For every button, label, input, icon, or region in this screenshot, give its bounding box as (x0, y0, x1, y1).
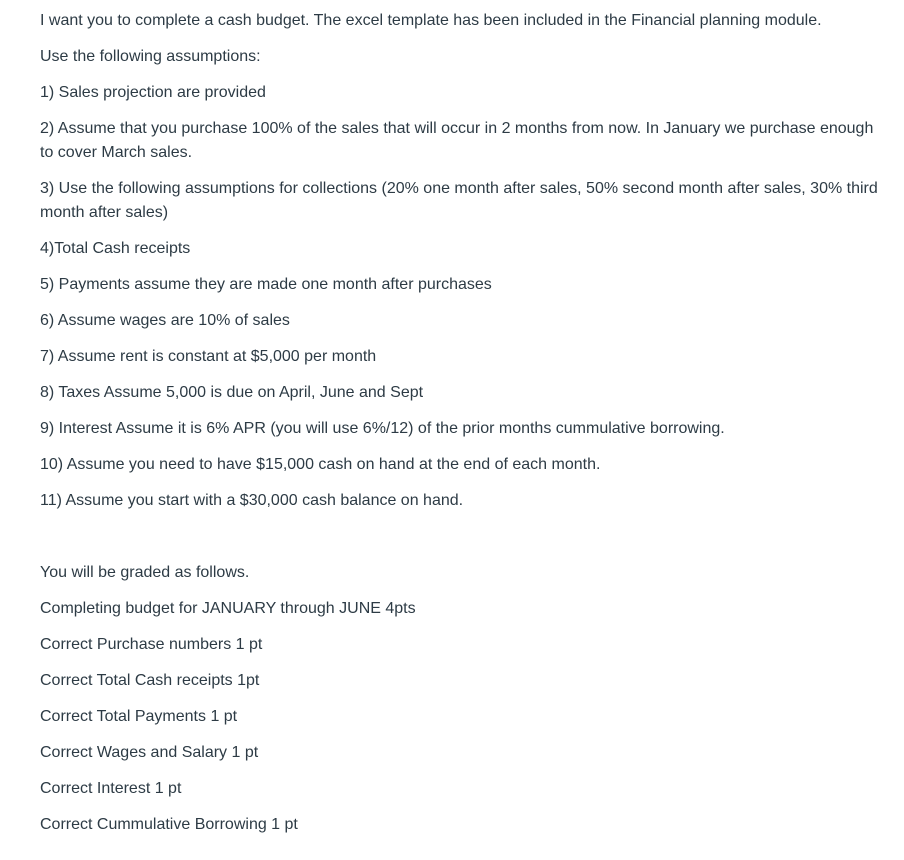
blank-line (40, 525, 890, 561)
assumptions-list (40, 81, 890, 513)
assumption-item: 5) Payments assume they are made one month after purchases (40, 276, 492, 293)
grading-item: Correct Cummulative Borrowing 1 pt (40, 816, 298, 833)
grading-item: Correct Total Cash receipts 1pt (40, 672, 260, 689)
assumption-item: 8) Taxes Assume 5,000 is due on April, June and Sept (40, 384, 424, 401)
assumption-item: 4)Total Cash receipts (40, 240, 191, 257)
grading-item: Completing budget for JANUARY through JUNE 4pts (40, 600, 416, 617)
grading-item: Correct Interest 1 pt (40, 780, 182, 797)
grading-item: Correct Wages and Salary 1 pt (40, 744, 259, 761)
assumption-item: 11) Assume you start with a $30,000 cash balance on hand. (40, 492, 464, 509)
assumption-item: 6) Assume wages are 10% of sales (40, 312, 290, 329)
intro-paragraph: I want you to complete a cash budget. The excel template has been included in the Financial planning module. (40, 12, 822, 29)
assumption-item: 9) Interest Assume it is 6% APR (you will use 6%/12) of the prior months cummulative borrowing. (40, 420, 725, 437)
assumption-item: 7) Assume rent is constant at $5,000 per month (40, 348, 377, 365)
assumption-item: 2) Assume that you purchase 100% of the sales that will occur in 2 months from now. In January we purchase enough to cover March sales. (40, 120, 874, 161)
assumption-item: 3) Use the following assumptions for collections (20% one month after sales, 50% second month after sales, 30% third month after sales) (40, 180, 878, 221)
assumption-item: 10) Assume you need to have $15,000 cash on hand at the end of each month. (40, 456, 601, 473)
grading-item: Correct Purchase numbers 1 pt (40, 636, 263, 653)
grading-header: You will be graded as follows. (40, 564, 250, 581)
grading-item: Correct Total Payments 1 pt (40, 708, 238, 725)
grading-section (40, 561, 890, 837)
assumptions-header: Use the following assumptions: (40, 48, 261, 65)
assignment-content (40, 9, 890, 849)
assumption-item: 1) Sales projection are provided (40, 84, 266, 101)
